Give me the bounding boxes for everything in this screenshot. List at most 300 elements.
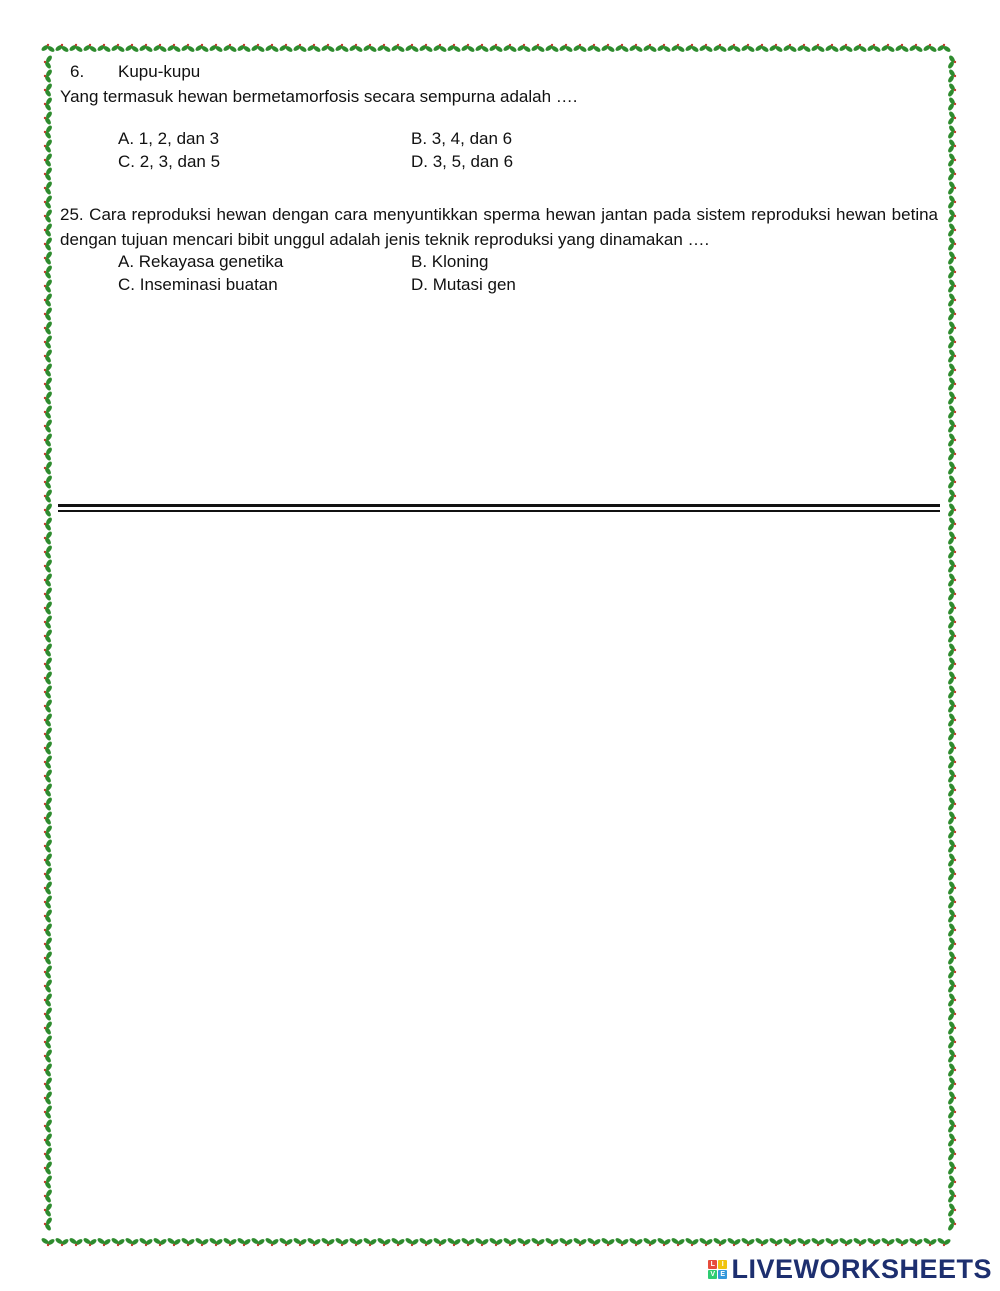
leaf-motif [44, 404, 53, 419]
leaf-motif [947, 908, 956, 923]
leaf-motif [264, 44, 279, 53]
leaf-motif [628, 1237, 643, 1246]
leaf-motif [947, 656, 956, 671]
leaf-motif [947, 852, 956, 867]
leaf-motif [936, 44, 951, 53]
leaf-motif [44, 670, 53, 685]
leaf-motif [947, 950, 956, 965]
leaf-motif [44, 1062, 53, 1077]
leaf-motif [404, 44, 419, 53]
leaf-motif [947, 740, 956, 755]
leaf-motif [947, 334, 956, 349]
leaf-motif [516, 1237, 531, 1246]
leaf-motif [947, 726, 956, 741]
leaf-motif [947, 362, 956, 377]
leaf-motif [947, 152, 956, 167]
leaf-motif [44, 936, 53, 951]
leaf-motif [44, 334, 53, 349]
leaf-motif [348, 44, 363, 53]
leaf-motif [947, 96, 956, 111]
leaf-motif [138, 44, 153, 53]
leaf-motif [44, 1006, 53, 1021]
leaf-motif [250, 44, 265, 53]
leaf-motif [866, 1237, 881, 1246]
leaf-motif [44, 68, 53, 83]
question-25-text: 25. Cara reproduksi hewan dengan cara menyuntikkan sperma hewan jantan pada sistem reproduksi hewan betina dengan tujuan mencari bibit unggul adalah jenis teknik reproduksi yang dinamakan …. [60, 205, 938, 249]
leaf-motif [44, 824, 53, 839]
leaf-motif [880, 1237, 895, 1246]
leaf-motif [44, 894, 53, 909]
leaf-motif [44, 1048, 53, 1063]
leaf-motif [796, 44, 811, 53]
leaf-motif [684, 44, 699, 53]
leaf-motif [600, 1237, 615, 1246]
leaf-motif [44, 908, 53, 923]
leaf-motif [278, 1237, 293, 1246]
leaf-motif [376, 44, 391, 53]
leaf-motif [947, 1174, 956, 1189]
leaf-motif [947, 880, 956, 895]
leaf-motif [110, 1237, 125, 1246]
leaf-motif [44, 152, 53, 167]
leaf-motif [628, 44, 643, 53]
leaf-motif [418, 44, 433, 53]
leaf-motif [44, 684, 53, 699]
leaf-motif [947, 1132, 956, 1147]
leaf-motif [712, 1237, 727, 1246]
leaf-motif [418, 1237, 433, 1246]
leaf-motif [44, 1076, 53, 1091]
leaf-motif [40, 44, 55, 53]
leaf-motif [947, 474, 956, 489]
leaf-motif [194, 1237, 209, 1246]
leaf-motif [947, 1188, 956, 1203]
leaf-motif [698, 44, 713, 53]
leaf-motif [824, 44, 839, 53]
leaf-motif [44, 992, 53, 1007]
leaf-motif [348, 1237, 363, 1246]
leaf-motif [222, 1237, 237, 1246]
leaf-motif [754, 44, 769, 53]
leaf-motif [947, 768, 956, 783]
leaf-motif [782, 1237, 797, 1246]
leaf-motif [502, 44, 517, 53]
leaf-motif [208, 1237, 223, 1246]
separator-thick-line [58, 504, 940, 507]
leaf-motif [124, 44, 139, 53]
leaf-motif [947, 754, 956, 769]
leaf-motif [44, 558, 53, 573]
leaf-motif [44, 698, 53, 713]
leaf-motif [362, 44, 377, 53]
leaf-motif [390, 44, 405, 53]
leaf-motif [44, 446, 53, 461]
leaf-motif [947, 292, 956, 307]
leaf-motif [44, 1174, 53, 1189]
leaf-motif [947, 796, 956, 811]
leaf-motif [947, 810, 956, 825]
leaf-motif [334, 1237, 349, 1246]
leaf-motif [947, 614, 956, 629]
leaf-motif [110, 44, 125, 53]
leaf-motif [44, 1034, 53, 1049]
leaf-motif [947, 1062, 956, 1077]
leaf-motif [44, 628, 53, 643]
leaf-motif [586, 1237, 601, 1246]
leaf-motif [947, 418, 956, 433]
leaf-motif [44, 586, 53, 601]
leaf-motif [488, 44, 503, 53]
logo-tile: L [708, 1260, 717, 1269]
liveworksheets-watermark [708, 1254, 992, 1285]
leaf-motif [236, 44, 251, 53]
leaf-motif [947, 250, 956, 265]
leaf-motif [947, 530, 956, 545]
leaf-motif [44, 950, 53, 965]
leaf-motif [936, 1237, 951, 1246]
leaf-motif [82, 44, 97, 53]
leaf-motif [44, 572, 53, 587]
leaf-motif [404, 1237, 419, 1246]
leaf-motif [194, 44, 209, 53]
leaf-motif [947, 208, 956, 223]
leaf-motif [446, 44, 461, 53]
leaf-motif [947, 1006, 956, 1021]
leaf-motif [44, 1146, 53, 1161]
leaf-motif [44, 320, 53, 335]
leaf-motif [947, 992, 956, 1007]
leaf-motif [947, 642, 956, 657]
leaf-motif [558, 44, 573, 53]
option-b: B. 3, 4, dan 6 [411, 129, 513, 148]
leaf-motif [908, 1237, 923, 1246]
leaf-motif [947, 670, 956, 685]
brand-name: LIVEWORKSHEETS [731, 1254, 992, 1284]
leaf-motif [236, 1237, 251, 1246]
leaf-motif [44, 726, 53, 741]
leaf-motif [44, 852, 53, 867]
leaf-motif [44, 1202, 53, 1217]
leaf-motif [44, 1216, 53, 1231]
leaf-motif [586, 44, 601, 53]
leaf-motif [642, 1237, 657, 1246]
leaf-motif [754, 1237, 769, 1246]
leaf-motif [44, 1020, 53, 1035]
leaf-motif [947, 684, 956, 699]
leaf-motif [656, 1237, 671, 1246]
leaf-motif [782, 44, 797, 53]
leaf-motif [432, 1237, 447, 1246]
leaf-motif [922, 44, 937, 53]
leaf-motif [376, 1237, 391, 1246]
leaf-motif [44, 194, 53, 209]
leaf-motif [264, 1237, 279, 1246]
leaf-motif [572, 44, 587, 53]
leaf-motif [726, 1237, 741, 1246]
leaf-motif [44, 54, 53, 69]
leaf-motif [44, 978, 53, 993]
leaf-motif [44, 488, 53, 503]
leaf-motif [44, 432, 53, 447]
option-a: A. 1, 2, dan 3 [118, 129, 220, 148]
leaf-motif [44, 782, 53, 797]
leaf-motif [838, 44, 853, 53]
leaf-motif [947, 180, 956, 195]
leaf-motif [544, 1237, 559, 1246]
leaf-motif [44, 82, 53, 97]
leaf-motif [947, 194, 956, 209]
option-d: D. Mutasi gen [411, 275, 516, 294]
leaf-motif [44, 600, 53, 615]
logo-tile: V [710, 1271, 716, 1278]
leaf-motif [306, 44, 321, 53]
leaf-motif [947, 68, 956, 83]
leaf-motif [947, 1076, 956, 1091]
leaf-motif [460, 1237, 475, 1246]
leaf-motif [250, 1237, 265, 1246]
leaf-motif [614, 1237, 629, 1246]
leaf-motif [947, 600, 956, 615]
leaf-motif [852, 44, 867, 53]
leaf-motif [670, 1237, 685, 1246]
leaf-motif [947, 348, 956, 363]
leaf-motif [44, 96, 53, 111]
leaf-motif [908, 44, 923, 53]
leaf-motif [698, 1237, 713, 1246]
leaf-motif [152, 1237, 167, 1246]
leaf-motif [947, 138, 956, 153]
leaf-motif [44, 1132, 53, 1147]
leaf-motif [44, 922, 53, 937]
leaf-motif [947, 978, 956, 993]
leaf-motif [726, 44, 741, 53]
leaf-motif [947, 1104, 956, 1119]
leaf-motif [68, 44, 83, 53]
leaf-motif [947, 82, 956, 97]
leaf-motif [947, 222, 956, 237]
leaf-motif [44, 880, 53, 895]
leaf-motif [54, 1237, 69, 1246]
leaf-motif [44, 376, 53, 391]
leaf-motif [947, 1146, 956, 1161]
leaf-motif [44, 796, 53, 811]
leaf-motif [852, 1237, 867, 1246]
leaf-motif [222, 44, 237, 53]
leaf-motif [44, 614, 53, 629]
leaf-motif [656, 44, 671, 53]
leaf-motif [44, 1118, 53, 1133]
leaf-motif [947, 558, 956, 573]
leaf-motif [44, 362, 53, 377]
option-b: B. Kloning [411, 252, 489, 271]
leaf-motif [516, 44, 531, 53]
leaf-motif [44, 530, 53, 545]
leaf-motif [362, 1237, 377, 1246]
option-c: C. Inseminasi buatan [118, 275, 278, 294]
leaf-motif [947, 432, 956, 447]
leaf-motif [180, 44, 195, 53]
leaf-motif [44, 544, 53, 559]
logo-tile: E [720, 1271, 726, 1278]
leaf-motif [278, 44, 293, 53]
leaf-motif [642, 44, 657, 53]
leaf-motif [44, 656, 53, 671]
leaf-motif [44, 460, 53, 475]
leaf-motif [180, 1237, 195, 1246]
leaf-motif [44, 166, 53, 181]
leaf-motif [44, 502, 53, 517]
leaf-motif [947, 824, 956, 839]
leaf-motif [894, 44, 909, 53]
leaf-motif [947, 54, 956, 69]
leaf-motif [947, 460, 956, 475]
leaf-motif [894, 1237, 909, 1246]
leaf-motif [44, 516, 53, 531]
leaf-motif [44, 740, 53, 755]
leaf-motif [544, 44, 559, 53]
leaf-motif [44, 964, 53, 979]
leaf-motif [82, 1237, 97, 1246]
leaf-motif [138, 1237, 153, 1246]
leaf-motif [947, 516, 956, 531]
leaf-motif [44, 418, 53, 433]
leaf-motif [947, 698, 956, 713]
leaf-motif [866, 44, 881, 53]
leaf-motif [44, 250, 53, 265]
leaf-motif [44, 754, 53, 769]
leaf-motif [44, 306, 53, 321]
leaf-motif [502, 1237, 517, 1246]
leaf-motif [208, 44, 223, 53]
leaf-motif [947, 166, 956, 181]
leaf-motif [572, 1237, 587, 1246]
leaf-motif [44, 138, 53, 153]
leaf-motif [44, 236, 53, 251]
leaf-motif [947, 320, 956, 335]
leaf-motif [306, 1237, 321, 1246]
leaf-motif [600, 44, 615, 53]
leaf-motif [947, 1090, 956, 1105]
option-d: D. 3, 5, dan 6 [411, 152, 514, 171]
leaf-motif [947, 404, 956, 419]
leaf-motif [614, 44, 629, 53]
leaf-motif [947, 964, 956, 979]
leaf-motif [768, 1237, 783, 1246]
leaf-motif [44, 1104, 53, 1119]
leaf-motif [947, 110, 956, 125]
leaf-motif [292, 44, 307, 53]
leaf-motif [838, 1237, 853, 1246]
leaf-motif [810, 1237, 825, 1246]
leaf-motif [124, 1237, 139, 1246]
leaf-motif [44, 474, 53, 489]
leaf-motif [44, 222, 53, 237]
leaf-motif [947, 838, 956, 853]
leaf-motif [44, 1188, 53, 1203]
leaf-motif [474, 44, 489, 53]
leaf-motif [44, 292, 53, 307]
leaf-motif [947, 264, 956, 279]
leaf-motif [460, 44, 475, 53]
leaf-motif [44, 110, 53, 125]
leaf-motif [44, 810, 53, 825]
leaf-motif [947, 390, 956, 405]
leaf-motif [947, 1202, 956, 1217]
leaf-motif [947, 544, 956, 559]
leaf-motif [947, 628, 956, 643]
leaf-motif [740, 1237, 755, 1246]
item-number: 6. [70, 62, 85, 81]
leaf-motif [670, 44, 685, 53]
leaf-motif [166, 1237, 181, 1246]
leaf-motif [947, 236, 956, 251]
leaf-motif [947, 502, 956, 517]
leaf-motif [96, 44, 111, 53]
leaf-motif [947, 866, 956, 881]
leaf-motif [740, 44, 755, 53]
leaf-motif [684, 1237, 699, 1246]
leaf-motif [558, 1237, 573, 1246]
leaf-motif [292, 1237, 307, 1246]
leaf-motif [947, 572, 956, 587]
leaf-motif [44, 208, 53, 223]
leaf-motif [334, 44, 349, 53]
leaf-motif [166, 44, 181, 53]
item-text: Kupu-kupu [118, 62, 201, 81]
leaf-motif [44, 278, 53, 293]
leaf-motif [530, 44, 545, 53]
leaf-motif [947, 712, 956, 727]
leaf-motif [947, 488, 956, 503]
leaf-motif [44, 1160, 53, 1175]
question-stem: Yang termasuk hewan bermetamorfosis secara sempurna adalah …. [60, 87, 578, 106]
leaf-motif [824, 1237, 839, 1246]
leaf-motif [947, 124, 956, 139]
leaf-motif [446, 1237, 461, 1246]
leaf-motif [810, 44, 825, 53]
leaf-motif [44, 124, 53, 139]
leaf-motif [530, 1237, 545, 1246]
leaf-motif [432, 44, 447, 53]
leaf-motif [768, 44, 783, 53]
leaf-motif [947, 586, 956, 601]
leaf-motif [947, 922, 956, 937]
leaf-motif [68, 1237, 83, 1246]
leaf-motif [947, 306, 956, 321]
leaf-motif [947, 376, 956, 391]
leaf-motif [947, 1216, 956, 1231]
leaf-motif [947, 1048, 956, 1063]
leaf-motif [474, 1237, 489, 1246]
leaf-motif [947, 782, 956, 797]
leaf-motif [947, 278, 956, 293]
leaf-motif [44, 768, 53, 783]
leaf-motif [796, 1237, 811, 1246]
leaf-motif [947, 1020, 956, 1035]
leaf-motif [44, 1090, 53, 1105]
leaf-motif [390, 1237, 405, 1246]
separator-thin-line [58, 510, 940, 512]
liveworksheets-logo-icon [708, 1260, 727, 1279]
leaf-motif [947, 446, 956, 461]
leaf-motif [44, 390, 53, 405]
leaf-motif [152, 44, 167, 53]
leaf-motif [44, 180, 53, 195]
leaf-motif [947, 894, 956, 909]
leaf-motif [44, 838, 53, 853]
leaf-motif [40, 1237, 55, 1246]
leaf-motif [44, 642, 53, 657]
